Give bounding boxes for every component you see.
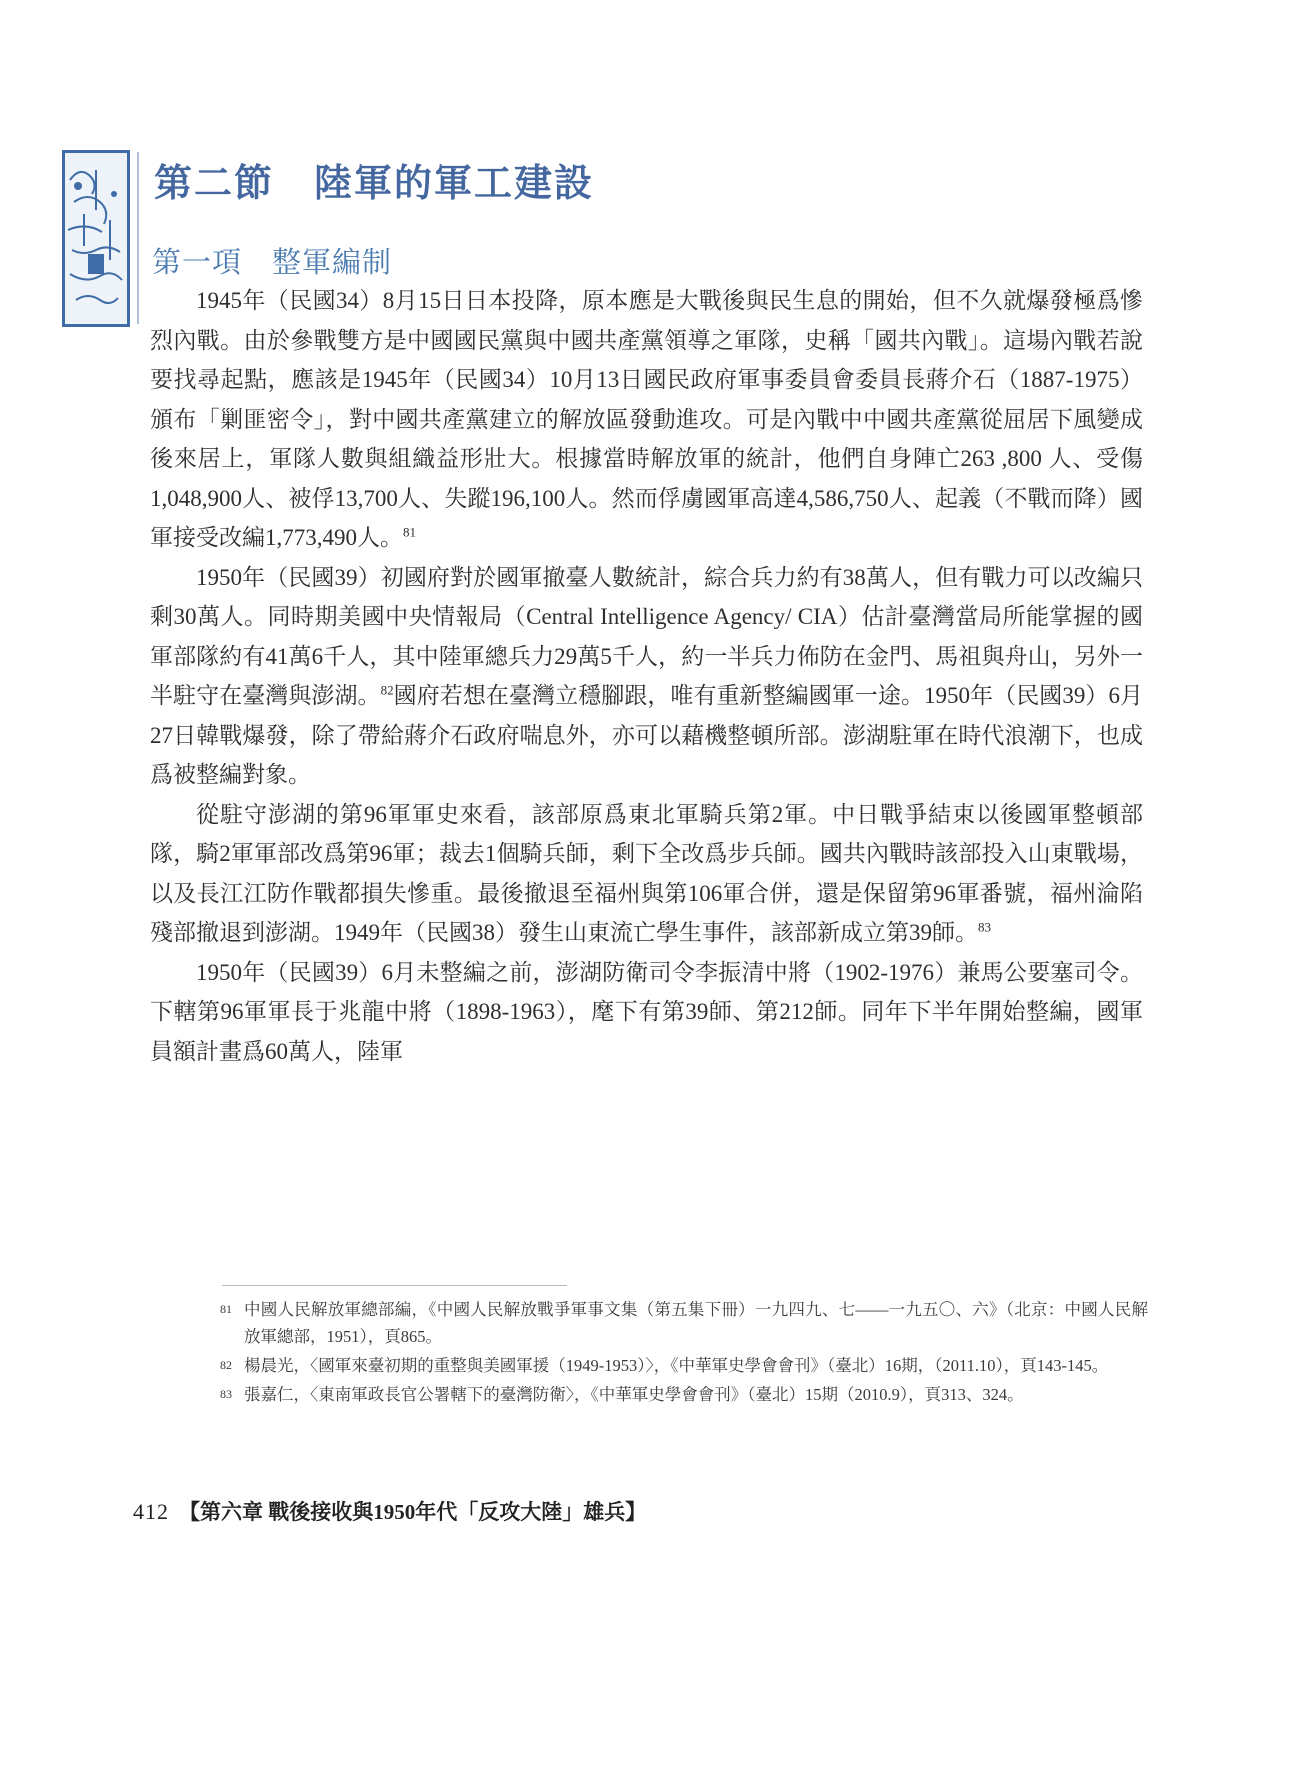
paragraph: 從駐守澎湖的第96軍軍史來看，該部原爲東北軍騎兵第2軍。中日戰爭結束以後國軍整頓部隊，騎2軍軍部改爲第96軍；裁去1個騎兵師，剩下全改爲步兵師。國共內戰時該部投入山東戰場，以及長江江防作戰都損失慘重。最後撤退至福州與第106軍合併，還是保留第96軍番號，福州淪陷殘部撤退到澎湖。1949年（民國38）發生山東流亡學生事件，該部新成立第39師。$^{83}$ [150,801,1143,945]
footnote-text: 中國人民解放軍總部編，《中國人民解放戰爭軍事文集（第五集下冊）一九四九、七——一九五〇、六》（北京：中國人民解放軍總部，1951），頁865。 [244,1300,1148,1346]
footnote-number: 81 [220,1302,232,1316]
section-title: 第二節 陸軍的軍工建設 [154,163,595,205]
footnote-divider [222,1285,567,1286]
body-paragraphs [150,281,1143,1071]
decorative-woodcut-image [62,150,130,327]
footnote-reference: 82 [380,682,394,698]
footnote-list [220,1296,1148,1408]
paragraph: 1945年（民國34）8月15日日本投降，原本應是大戰後與民生息的開始，但不久就爆發極爲慘烈內戰。由於參戰雙方是中國國民黨與中國共產黨領導之軍隊，史稱「國共內戰」。這場內戰若說要找尋起點，應該是1945年（民國34）10月13日國民政府軍事委員會委員長蔣介石（1887-1975）頒布「剿匪密令」，對中國共產黨建立的解放區發動進攻。可是內戰中中國共產黨從屈居下風變成後來居上，軍隊人數與組織益形壯大。根據當時解放軍的統計，他們自身陣亡263 ,800 人、受傷1,048,900人、被俘13,700人、失蹤196,100人。然而俘虜國軍高達4,586,750人、起義（不戰而降）國軍接受改編1,773,490人。$^{81}$ [150,288,1143,550]
footnote-item [220,1296,1148,1350]
footnote-text: 楊晨光，〈國軍來臺初期的重整與美國軍援（1949-1953）〉，《中華軍史學會會刊》（臺北）16期，（2011.10），頁143-145。 [244,1356,1109,1375]
paragraph: 1950年（民國39）初國府對於國軍撤臺人數統計，綜合兵力約有38萬人，但有戰力可以改編只剩30萬人。同時期美國中央情報局（Central Intelligence Agency/ CIA）估計臺灣當局所能掌握的國軍部隊約有41萬6千人，其中陸軍總兵力29萬5千人，約一半兵力佈防在金門、馬祖與舟山，另外一半駐守在臺灣與澎湖。$^{82}$國府若想在臺灣立穩腳跟，唯有重新整編國軍一途。1950年（民國39）6月27日韓戰爆發，除了帶給蔣介石政府喘息外，亦可以藉機整頓所部。澎湖駐軍在時代浪潮下，也成爲被整編對象。 [150,564,1144,787]
footnote-reference: 83 [978,919,991,935]
footnote-number: 82 [220,1358,232,1372]
heading-divider [137,152,139,324]
footnote-item [220,1381,1148,1408]
page-footer [133,1496,646,1526]
woodcut-icon [62,150,130,327]
subsection-title: 第一項 整軍編制 [152,247,393,279]
footnote-number: 83 [220,1387,232,1401]
chapter-label: 【第六章 戰後接收與1950年代「反攻大陸」雄兵】 [179,1500,647,1524]
paragraph: 1950年（民國39）6月未整編之前，澎湖防衛司令李振清中將（1902-1976）兼馬公要塞司令。下轄第96軍軍長于兆龍中將（1898-1963），麾下有第39師、第212師。同年下半年開始整編，國軍員額計畫爲60萬人，陸軍 [150,959,1143,1064]
footnote-item [220,1352,1148,1379]
footnotes-section [220,1285,1148,1410]
page-number: 412 [133,1499,169,1524]
footnote-reference: 81 [403,524,416,540]
footnote-text: 張嘉仁，〈東南軍政長官公署轄下的臺灣防衛〉，《中華軍史學會會刊》（臺北）15期（2010.9），頁313、324。 [244,1385,1024,1404]
